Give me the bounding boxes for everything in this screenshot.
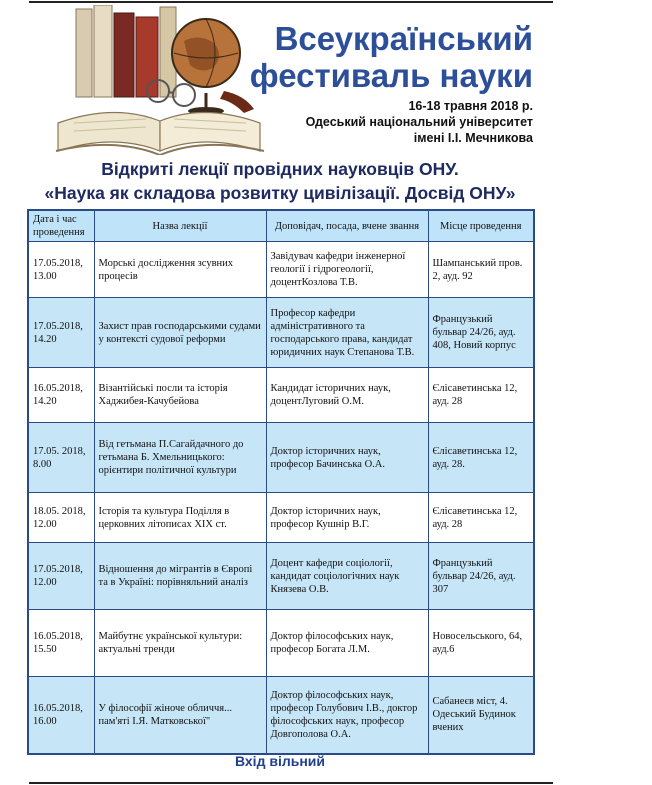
event-info xyxy=(306,98,533,146)
cell-date: 17.05. 2018, 8.00 xyxy=(28,423,94,493)
cell-date: 17.05.2018, 13.00 xyxy=(28,242,94,298)
cell-speaker: Доктор філософських наук, професор Голубович І.В., доктор філософських наук, професор Довгополова О.А. xyxy=(266,677,428,754)
lectures-subtitle xyxy=(27,157,533,205)
subtitle-line-2: «Наука як складова розвитку цивілізації. Досвід ОНУ» xyxy=(44,183,516,203)
cell-date: 16.05.2018, 15.50 xyxy=(28,610,94,677)
cell-lecture: Захист прав господарськими судами у контексті судової реформи xyxy=(94,298,266,368)
festival-title xyxy=(250,20,533,94)
table-row xyxy=(28,543,534,610)
cell-lecture: У філософії жіноче обличчя... пам'яті І.Я. Матковської" xyxy=(94,677,266,754)
cell-speaker: Доктор історичних наук, професор Бачинська О.А. xyxy=(266,423,428,493)
open-book-icon xyxy=(56,112,264,155)
cell-date: 16.05.2018, 14.20 xyxy=(28,368,94,423)
title-line-2: фестиваль науки xyxy=(249,57,533,94)
header-lecture: Назва лекції xyxy=(94,210,266,242)
cell-location: Сабанеєв міст, 4. Одеський Будинок вчених xyxy=(428,677,534,754)
header-date: Дата і час проведення xyxy=(28,210,94,242)
cell-lecture: Візантійські посли та історія Хаджибея-Качубейова xyxy=(94,368,266,423)
free-entry-note: Вхід вільний xyxy=(234,753,326,769)
cell-lecture: Морські дослідження зсувних процесів xyxy=(94,242,266,298)
table-row xyxy=(28,610,534,677)
cell-location: Французький бульвар 24/26, ауд. 408, Новий корпус xyxy=(428,298,534,368)
table-header-row xyxy=(28,210,534,242)
cell-lecture: Від гетьмана П.Сагайдачного до гетьмана Б. Хмельницького: орієнтири політичної культури xyxy=(94,423,266,493)
event-dates: 16-18 травня 2018 р. xyxy=(408,99,533,113)
cell-speaker: Професор кафедри адміністративного та господарського права, кандидат юридичних наук Степанова Т.В. xyxy=(266,298,428,368)
university-named-after: імені І.І. Мечникова xyxy=(413,131,533,145)
lectures-table xyxy=(27,209,535,755)
cell-location: Єлісаветинська 12, ауд. 28 xyxy=(428,493,534,543)
cell-speaker: Доктор історичних наук, професор Кушнір В.Г. xyxy=(266,493,428,543)
table-row xyxy=(28,298,534,368)
cell-date: 17.05.2018, 14.20 xyxy=(28,298,94,368)
table-row xyxy=(28,368,534,423)
bottom-rule xyxy=(29,782,553,784)
cell-lecture: Історія та культура Поділля в церковних літописах ХІХ ст. xyxy=(94,493,266,543)
cell-date: 16.05.2018, 16.00 xyxy=(28,677,94,754)
subtitle-line-1: Відкриті лекції провідних науковців ОНУ. xyxy=(101,159,459,179)
book-stack-icon xyxy=(76,5,176,97)
table-row xyxy=(28,242,534,298)
cell-location: Новосельського, 64, ауд.6 xyxy=(428,610,534,677)
cell-date: 17.05.2018, 12.00 xyxy=(28,543,94,610)
top-rule xyxy=(29,1,553,3)
cell-location: Єлісаветинська 12, ауд. 28. xyxy=(428,423,534,493)
cell-speaker: Кандидат історичних наук, доцентЛуговий О.М. xyxy=(266,368,428,423)
university-name: Одеський національний університет xyxy=(305,115,533,129)
books-globe-illustration xyxy=(54,5,269,155)
table-row xyxy=(28,677,534,754)
cell-speaker: Доцент кафедри соціології, кандидат соціологічних наук Князева О.В. xyxy=(266,543,428,610)
cell-location: Французький бульвар 24/26, ауд. 307 xyxy=(428,543,534,610)
cell-location: Шампанський пров. 2, ауд. 92 xyxy=(428,242,534,298)
cell-location: Єлісаветинська 12, ауд. 28 xyxy=(428,368,534,423)
cell-speaker: Завідувач кафедри інженерної геології і гідрогеології, доцентКозлова Т.В. xyxy=(266,242,428,298)
header-speaker: Доповідач, посада, вчене звання xyxy=(266,210,428,242)
cell-lecture: Відношення до мігрантів в Європі та в Україні: порівняльний аналіз xyxy=(94,543,266,610)
cell-date: 18.05. 2018, 12.00 xyxy=(28,493,94,543)
cell-lecture: Майбутнє української культури: актуальні тренди xyxy=(94,610,266,677)
title-line-1: Всеукраїнський xyxy=(274,20,533,57)
table-row xyxy=(28,423,534,493)
cell-speaker: Доктор філософських наук, професор Богата Л.М. xyxy=(266,610,428,677)
table-row xyxy=(28,493,534,543)
header-location: Місце проведення xyxy=(428,210,534,242)
